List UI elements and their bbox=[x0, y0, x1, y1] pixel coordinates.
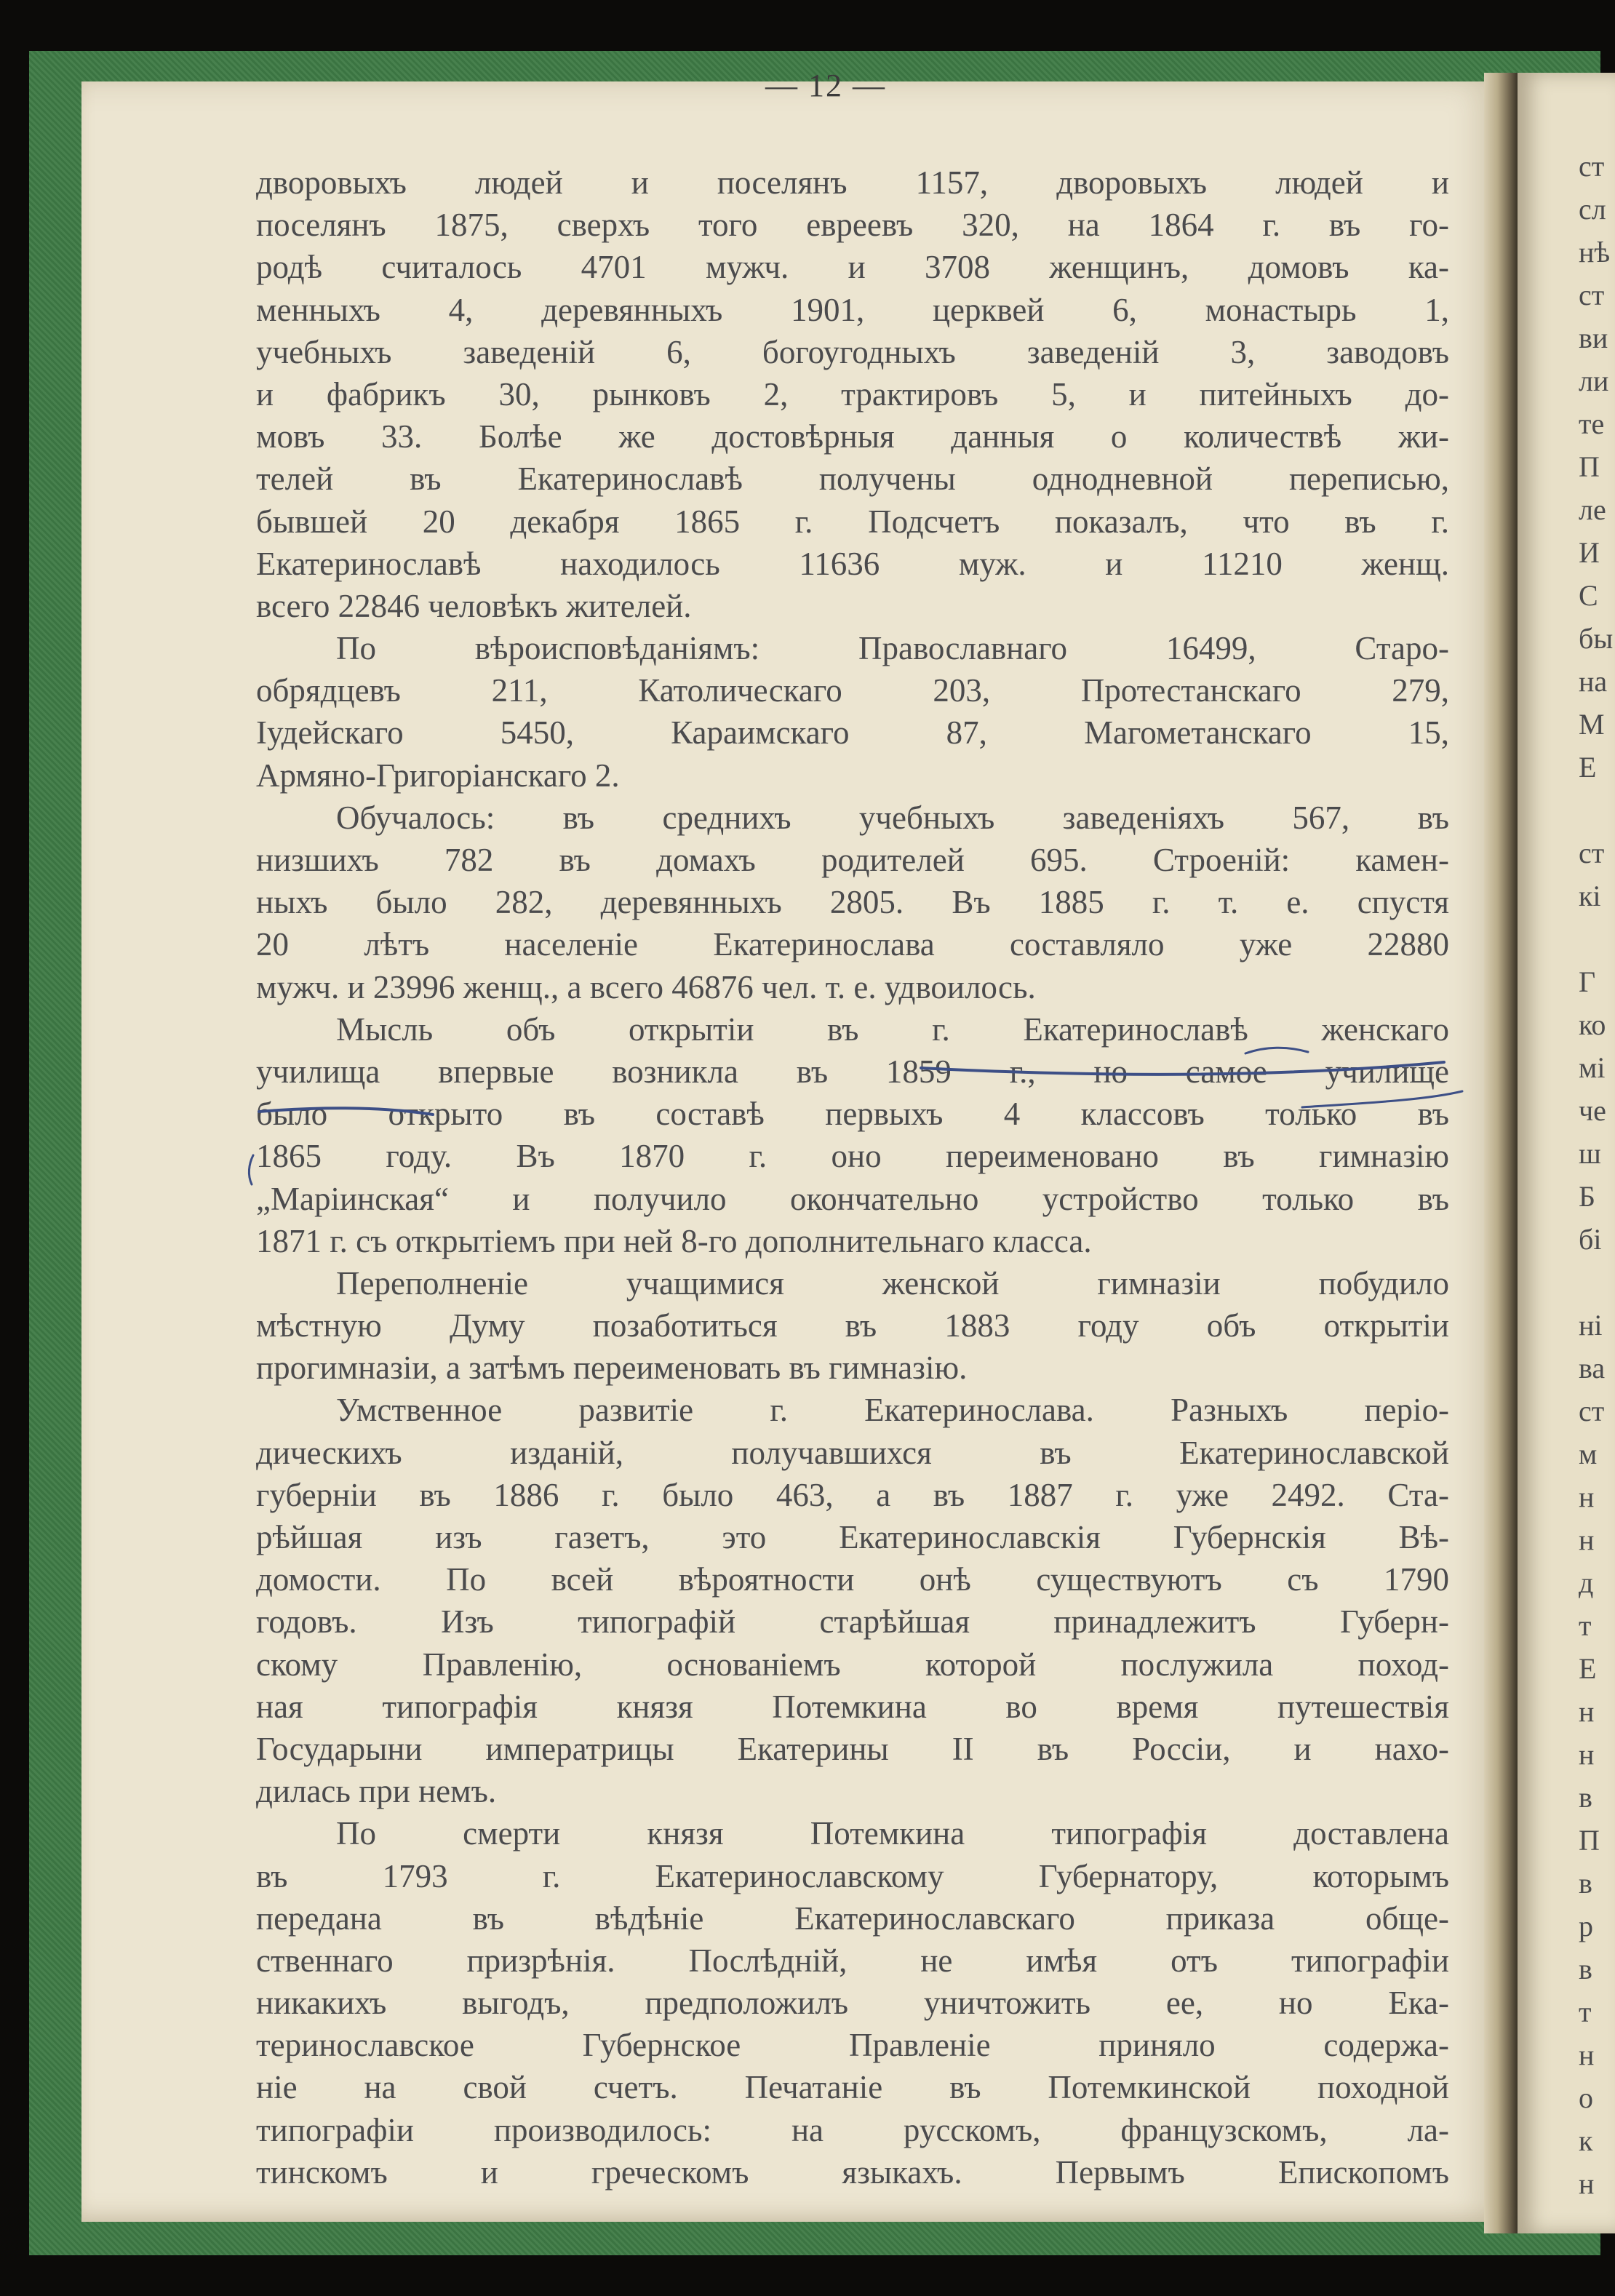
text-line: передана въ вѣдѣніе Екатеринославскаго приказа обще- bbox=[256, 1900, 1449, 1937]
facing-page-fragment: о bbox=[1579, 2081, 1593, 2114]
facing-page-fragment: Е bbox=[1579, 751, 1597, 784]
facing-page-fragment: П bbox=[1579, 450, 1600, 483]
text-line: ныхъ было 282, деревянныхъ 2805. Въ 1885 г. т. е. спустя bbox=[256, 884, 1449, 921]
text-line: Іудейскаго 5450, Караимскаго 87, Магометанскаго 15, bbox=[256, 714, 1449, 752]
facing-page-fragment: кі bbox=[1579, 880, 1601, 912]
text-line: прогимназіи, а затѣмъ переименовать въ гимназію. bbox=[256, 1350, 968, 1387]
text-line: „Маріинская“ и получило окончательно устройство только въ bbox=[256, 1180, 1449, 1217]
text-line: Обучалось: въ среднихъ учебныхъ заведеніяхъ 567, въ bbox=[336, 799, 1449, 836]
facing-page-fragment: ні bbox=[1579, 1309, 1603, 1342]
text-line: рѣйшая изъ газетъ, это Екатеринославскія Губернскія Вѣ- bbox=[256, 1519, 1449, 1555]
facing-page-fragment: т bbox=[1579, 1609, 1592, 1642]
facing-page-fragment: ст bbox=[1579, 150, 1605, 183]
facing-page-fragment: в bbox=[1579, 1867, 1592, 1900]
facing-page-fragment: ле bbox=[1579, 493, 1606, 526]
facing-page-fragment: Б bbox=[1579, 1180, 1595, 1213]
facing-page-fragment: М bbox=[1579, 708, 1605, 741]
facing-page-fragment: м bbox=[1579, 1438, 1598, 1470]
facing-page-fragment: д bbox=[1579, 1566, 1594, 1599]
facing-page-fragment: ст bbox=[1579, 837, 1605, 869]
facing-page-fragment: бі bbox=[1579, 1223, 1602, 1256]
text-line: Армяно-Григоріанскаго 2. bbox=[256, 757, 620, 794]
text-line: было открыто въ составѣ первыхъ 4 классовъ только въ bbox=[256, 1096, 1449, 1133]
text-line: тинскомъ и греческомъ языкахъ. Первымъ Епископомъ bbox=[256, 2153, 1449, 2191]
facing-page-fragment: на bbox=[1579, 665, 1608, 698]
facing-page-fragment: р bbox=[1579, 1910, 1593, 1942]
text-line: мовъ 33. Болѣе же достовѣрныя данныя о количествѣ жи- bbox=[256, 418, 1449, 455]
facing-page-fragment: Г bbox=[1579, 965, 1596, 998]
text-line: училища впервые возникла въ 1859 г., но самое училище bbox=[256, 1053, 1449, 1090]
facing-page-fragment: че bbox=[1579, 1094, 1606, 1127]
text-line: Переполненіе учащимися женской гимназіи побудило bbox=[336, 1264, 1449, 1302]
text-line: Екатеринославѣ находилось 11636 муж. и 11210 женщ. bbox=[256, 545, 1449, 582]
facing-page-fragment: ст bbox=[1579, 279, 1605, 311]
facing-page-fragment: нѣ bbox=[1579, 236, 1611, 268]
facing-page-fragment: н bbox=[1579, 2038, 1595, 2071]
facing-page-fragment: н bbox=[1579, 1523, 1595, 1556]
text-line: мѣстную Думу позаботиться въ 1883 году объ открытіи bbox=[256, 1307, 1449, 1344]
text-line: ніе на свой счетъ. Печатаніе въ Потемкинской походной bbox=[256, 2069, 1449, 2106]
page-number: — 12 — bbox=[765, 68, 886, 103]
text-line: типографіи производилось: на русскомъ, французскомъ, ла- bbox=[256, 2111, 1449, 2148]
text-line: мужч. и 23996 женщ., а всего 46876 чел. т. е. удвоилось. bbox=[256, 968, 1036, 1005]
text-line: никакихъ выгодъ, предположилъ уничтожить ее, но Ека- bbox=[256, 1985, 1449, 2022]
facing-page-fragment: те bbox=[1579, 407, 1605, 440]
text-line: дворовыхъ людей и поселянъ 1157, дворовыхъ людей и bbox=[256, 164, 1449, 201]
text-line: поселянъ 1875, сверхъ того евреевъ 320, на 1864 г. въ го- bbox=[256, 207, 1449, 244]
facing-page-fragment: т bbox=[1579, 1996, 1592, 2028]
facing-page-fragment: ва bbox=[1579, 1352, 1606, 1384]
text-line: ственнаго призрѣнія. Послѣдній, не имѣя отъ типографіи bbox=[256, 1942, 1449, 1979]
text-line: теринославское Губернское Правленіе приняло содержа- bbox=[256, 2027, 1449, 2064]
body-text bbox=[256, 162, 1449, 2193]
text-line: По смерти князя Потемкина типографія доставлена bbox=[336, 1815, 1449, 1852]
facing-page-fragment: н bbox=[1579, 1738, 1595, 1771]
facing-page-fragment: И bbox=[1579, 536, 1600, 569]
facing-page-fragment: ш bbox=[1579, 1137, 1601, 1170]
text-line: 1871 г. съ открытіемъ при ней 8-го дополнительнаго класса. bbox=[256, 1222, 1092, 1259]
facing-page-fragment: н bbox=[1579, 2167, 1595, 2200]
text-line: дилась при немъ. bbox=[256, 1773, 497, 1810]
text-line: губерніи въ 1886 г. было 463, а въ 1887 г. уже 2492. Ста- bbox=[256, 1476, 1449, 1513]
page-gutter bbox=[1484, 73, 1518, 2233]
facing-page-fragment: ли bbox=[1579, 364, 1609, 397]
facing-page-fragment: мі bbox=[1579, 1051, 1606, 1084]
text-line: обрядцевъ 211, Католическаго 203, Протестанскаго 279, bbox=[256, 672, 1449, 709]
text-line: ная типографія князя Потемкина во время путешествія bbox=[256, 1688, 1449, 1725]
text-line: телей въ Екатеринославѣ получены однодневной переписью, bbox=[256, 461, 1449, 498]
text-line: бывшей 20 декабря 1865 г. Подсчетъ показалъ, что въ г. bbox=[256, 503, 1449, 540]
facing-page-fragment: ст bbox=[1579, 1395, 1605, 1427]
text-line: скому Правленію, основаніемъ которой послужила поход- bbox=[256, 1646, 1449, 1683]
text-line: низшихъ 782 въ домахъ родителей 695. Строеній: камен- bbox=[256, 842, 1449, 878]
facing-page-fragment: к bbox=[1579, 2124, 1593, 2157]
facing-page-fragment: С bbox=[1579, 579, 1598, 612]
text-line: домости. По всей вѣроятности онѣ существуютъ съ 1790 bbox=[256, 1561, 1449, 1598]
text-line: всего 22846 человѣкъ жителей. bbox=[256, 587, 692, 624]
facing-page-fragment: в bbox=[1579, 1953, 1592, 1985]
text-line: Мысль объ открытіи въ г. Екатеринославѣ женскаго bbox=[336, 1011, 1449, 1048]
text-line: менныхъ 4, деревянныхъ 1901, церквей 6, монастырь 1, bbox=[256, 291, 1449, 328]
text-line: и фабрикъ 30, рынковъ 2, трактировъ 5, и питейныхъ до- bbox=[256, 375, 1449, 412]
facing-page-fragment: ко bbox=[1579, 1008, 1606, 1041]
text-line: учебныхъ заведеній 6, богоугодныхъ заведеній 3, заводовъ bbox=[256, 333, 1449, 370]
text-line: годовъ. Изъ типографій старѣйшая принадлежитъ Губерн- bbox=[256, 1603, 1449, 1641]
text-line: 1865 году. Въ 1870 г. оно переименовано въ гимназію bbox=[256, 1138, 1449, 1175]
facing-page-fragment: ви bbox=[1579, 322, 1608, 354]
text-line: родѣ считалось 4701 мужч. и 3708 женщинъ, домовъ ка- bbox=[256, 249, 1449, 286]
facing-page-fragment: сл bbox=[1579, 193, 1606, 226]
facing-page-fragment: в bbox=[1579, 1781, 1592, 1814]
text-line: Государыни императрицы Екатерины II въ Россіи, и нахо- bbox=[256, 1730, 1449, 1767]
text-line: По вѣроисповѣданіямъ: Православнаго 16499, Старо- bbox=[336, 630, 1449, 667]
facing-page-fragment: бы bbox=[1579, 622, 1614, 655]
text-line: въ 1793 г. Екатеринославскому Губернатору, которымъ bbox=[256, 1857, 1449, 1894]
facing-page-fragment: н bbox=[1579, 1695, 1595, 1728]
facing-page-fragment: Е bbox=[1579, 1652, 1597, 1685]
text-line: 20 лѣтъ населеніе Екатеринослава составляло уже 22880 bbox=[256, 926, 1449, 963]
facing-page-fragment: П bbox=[1579, 1824, 1600, 1857]
text-line: дическихъ изданій, получавшихся въ Екатеринославской bbox=[256, 1434, 1449, 1471]
facing-page-fragment: н bbox=[1579, 1480, 1595, 1513]
text-line: Умственное развитіе г. Екатеринослава. Разныхъ періо- bbox=[336, 1392, 1449, 1429]
